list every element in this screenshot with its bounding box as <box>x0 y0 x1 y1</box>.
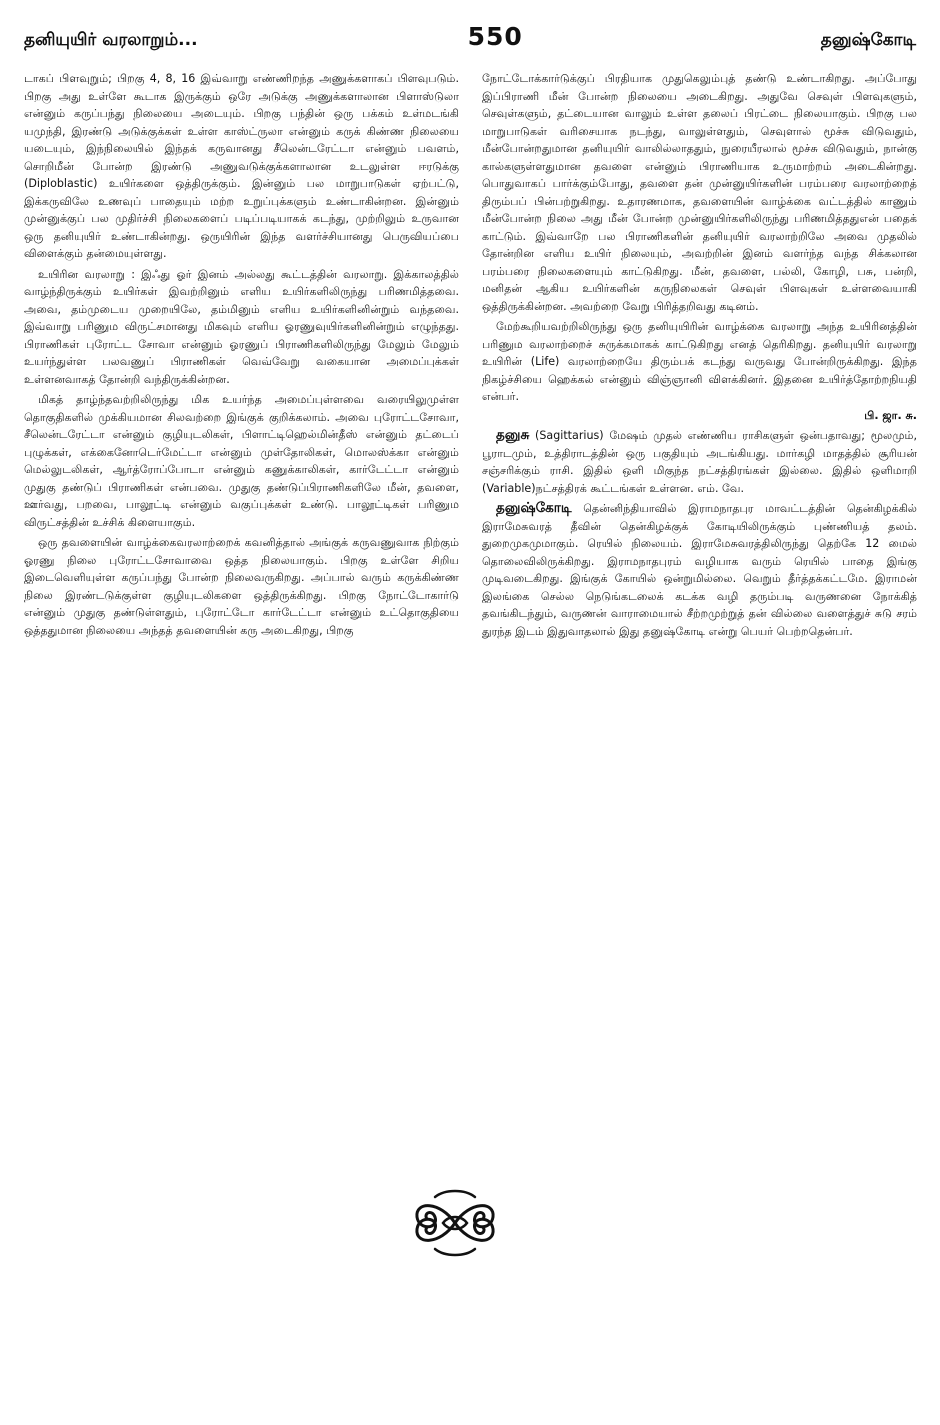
paragraph: டாகப் பிளவுறும்; பிறகு 4, 8, 16 இவ்வாறு எண்ணிறந்த அணுக்களாகப் பிளவுபடும். பிறகு அது உள்ளே கூடாக இருக்கும் ஒரே அடுக்கு அணுக்களாலான பிளாஸ்டுலா என்னும் கருப்பந்து நிலையை அடையும். பிறகு பந்தின் ஒரு பக்கம் உள்மடங்கி யமுந்தி, இரண்டு அடுக்குக்கள் உள்ள காஸ்ட்ருலா என்னும் கருக் கிண்ண நிலையை யடையும், இந்நிலையில் இந்தக் கருவானது சீலென்டரேட்டா என்னும் பவளம், சொறிமீன் போன்ற இரண்டு அணுவடுக்குக்களாலான உடலுள்ள ஈரடுக்கு (Diploblastic) உயிர்களை ஒத்திருக்கும். இன்னும் பல மாறுபாடுகள் ஏற்பட்டு, இக்கருவிலே உணவுப் பாதையும் மற்ற உறுப்புக்களும் உண்டாகின்றன. இன்னும் முன்னுக்குப் பல முதிர்ச்சி நிலைகளைப் படிப்படியாகக் கடந்து, முற்றிலும் உருவான ஒரு தனியுயிர் உண்டாகின்றது. ஒருயிரின் இந்த வளர்ச்சியானது பெருவியப்பை விளைக்கும் தன்மையுள்ளது. <box>24 72 459 260</box>
entry-dhanushkodi <box>482 500 917 640</box>
text-columns <box>24 70 917 643</box>
entry-term: தனுசு <box>496 427 530 443</box>
paragraph: நோட்டோக்கார்டுக்குப் பிரதியாக முதுகெலும்புத் தண்டு உண்டாகிறது. அப்போது இப்பிராணி மீன் போன்ற நிலையை அடைகிறது. அதுவே செவுள் பிளவுகளும், செவுள்களும், தட்டையான வாலும் உள்ள தலைப் பிரட்டை நிலையாகும். பிறகு பல மாறுபாடுகள் வரிசையாக நடந்து, வாலுள்ளதும், செவுளால் மூச்சு விடுவதும், மீன்போன்றதுமான தனியுயிர் வாலில்லாததும், நுரையீரலால் மூச்சு விடுவதும், நான்கு கால்களுள்ளதுமான தவளை என்னும் பிராணியாக உருமாற்றம் அடைகின்றது. பொதுவாகப் பார்க்கும்போது, தவளை தன் முன்னுயிர்களின் பரம்பரை வரலாற்றைத் திரும்பப் பின்பற்றுகிறது. உதாரணமாக, தவளையின் வாழ்க்கை வட்டத்தில் காணும் மீன்போன்ற நிலை அது மீன் போன்ற முன்னுயிர்களிலிருந்து பரிணமித்ததுஎன் பதைக் காட்டும். இவ்வாறே பல பிராணிகளின் தனியுயிர் வரலாற்றிலே அவை முதலில் தோன்றின எளிய உயிர் நிலையும், அவற்றின் இனம் வளர்ந்த வந்த சிக்கலான பரம்பரை நிலைகளையும் காட்டுகிறது. மீன், தவளை, பல்லி, கோழி, பசு, பன்றி, மனிதன் ஆகிய உயிர்களின் கருநிலைகள் செவுள் பிளவுகள் உள்ளவையாகி ஒத்திருக்கின்றன. அவற்றை வேறு பிரித்தறிவது கடினம். <box>482 72 917 313</box>
running-head-right: தனுஷ்கோடி <box>820 30 916 50</box>
page-header <box>24 22 916 56</box>
entry-sagittarius <box>482 427 917 497</box>
author-initials: பி. ஜா. சு. <box>864 408 917 422</box>
running-head-left: தனியுயிர் வரலாறும்... <box>24 30 198 50</box>
page-number: 550 <box>467 22 523 51</box>
right-column <box>482 70 917 643</box>
entry-term: தனுஷ்கோடி <box>496 500 572 516</box>
paragraph: உயிரின வரலாறு : இஃது ஓர் இனம் அல்லது கூட்டத்தின் வரலாறு. இக்காலத்தில் வாழ்ந்திருக்கும் உயிர்கள் இவற்றினும் எளிய உயிர்களிலிருந்து பரிணமித்தவை. அவை, தம்முடைய முறையிலே, தம்மினும் எளிய உயிர்களினின்றும் வந்தவை. இவ்வாறு பரிணும விருட்சமானது மிகவும் எளிய ஓரணுவுயிர்களினின்றும் எழுந்தது. பிராணிகள் புரோட்ட சோவா என்னும் ஓரணுப் பிராணிகளிலிருந்து மேலும் மேலும் உயர்ந்துள்ள பலவணுப் பிராணிகள் வெவ்வேறு வகையான அமைப்புக்கள் உள்ளனவாகத் தோன்றி வந்திருக்கின்றன. <box>24 267 459 386</box>
paragraph: ஒரு தவளையின் வாழ்க்கைவரலாற்றைக் கவனித்தால் அங்குக் கருவணுவாக நிற்கும் ஓரணு நிலை புரோட்டசோவாவை ஒத்த நிலையாகும். பிறகு உள்ளே சிறிய இடைவெளியுள்ள கருப்பந்து போன்ற நிலைவருகிறது. அப்பால் வரும் கருக்கிண்ண நிலை இரண்டடுக்குள்ள குழியுடலிகளை ஒத்திருக்கிறது. பிறகு நோட்டோகார்டு என்னும் முதுகு தண்டுள்ளதும், புரோட்டோ கார்டேட்டா என்னும் உட்தொகுதியை ஒத்ததுமான நிலையை அந்தத் தவளையின் கரு அடைகிறது, பிறகு <box>24 536 459 637</box>
entry-text: தென்னிந்தியாவில் இராமநாதபுர மாவட்டத்தின் தென்கிழக்கில் இராமேசுவரத் தீவின் தென்கிழக்குக் கோடியிலிருக்கும் புண்ணியத் தலம். துறைமுகமுமாகும். ரெயில் நிலையம். இராமேசுவரத்திலிருந்து தெற்கே 12 மைல் தொலைவிலிருக்கிறது. இராமநாதபுரம் வழியாக வரும் ரெயில் பாதை இங்கு முடிவடைகிறது. இங்குக் கோயில் ஒன்றுமில்லை. வெறும் தீர்த்தக்கட்டமே. இராமன் இலங்கை செல்ல நெடுங்கடலைக் கடக்க வழி தரும்படி வருணனை நோக்கித் தவங்கிடந்தும், வருணன் வாராமையால் சீற்றமுற்றுத் தன் வில்லை வளைத்துச் சுடு சரம் துரந்த இடம் இதுவாதலால் இது தனுஷ்கோடி என்று பெயர் பெற்றதென்பர். <box>482 502 917 638</box>
paragraph: மேற்கூறியவற்றிலிருந்து ஒரு தனியுயிரின் வாழ்க்கை வரலாறு அந்த உயிரினத்தின் பரிணும வரலாற்றைச் சுருக்கமாகக் காட்டுகிறது எனத் தெரிகிறது. தனியுயிர் வரலாறு உயிரின் (Life) வரலாற்றையே திரும்பக் கடந்து வருவது போன்றிருக்கிறது. இந்த நிகழ்ச்சியை ஹெக்கல் என்னும் விஞ்ஞானி விளக்கினர். இதனை உயிர்த்தோற்றநியதி என்பர். <box>482 320 917 403</box>
entry-text: (Sagittarius) மேஷம் முதல் எண்ணிய ராசிகளுள் ஒன்பதாவது; மூலமும், பூராடமும், உத்திராடத்தின் ஒரு பகுதியும் அடங்கியது. மார்கழி மாதத்தில் சூரியன் சஞ்சரிக்கும் ராசி. இதில் ஒளி மிகுந்த நட்சத்திரங்கள் இல்லை. இதில் ஒளிமாறி (Variable)நட்சத்திரக் கூட்டங்கள் உள்ளன. எம். வே. <box>482 429 918 495</box>
ornament-icon <box>405 1183 505 1263</box>
left-column <box>24 70 459 643</box>
paragraph: மிகத் தாழ்ந்தவற்றிலிருந்து மிக உயர்ந்த அமைப்புள்ளவை வரையிலுமுள்ள தொகுதிகளில் முக்கியமான சிலவற்றை இங்குக் குறிக்கலாம். அவை புரோட்டசோவா, சீலென்டரேட்டா என்னும் குழியுடலிகள், பிளாட்டிஹெல்மின்தீஸ் என்னும் தட்டைப் புழுக்கள், எக்கைனோடெர்மேட்டா என்னும் முள்தோலிகள், மொலஸ்க்கா என்னும் மெல்லுடலிகள், ஆர்த்ரோப்போடா என்னும் கணுக்காலிகள், கார்டேட்டா என்னும் முதுகு தண்டுப் பிராணிகள் என்பவை. முதுகு தண்டுப்பிராணிகளிலே மீன், தவளை, ஊர்வது, பறவை, பாலூட்டி என்னும் வகுப்புக்கள் உண்டு. பாலூட்டிகள் பரிணும விருட்சத்தின் உச்சிக் கிளையாகும். <box>24 393 459 529</box>
